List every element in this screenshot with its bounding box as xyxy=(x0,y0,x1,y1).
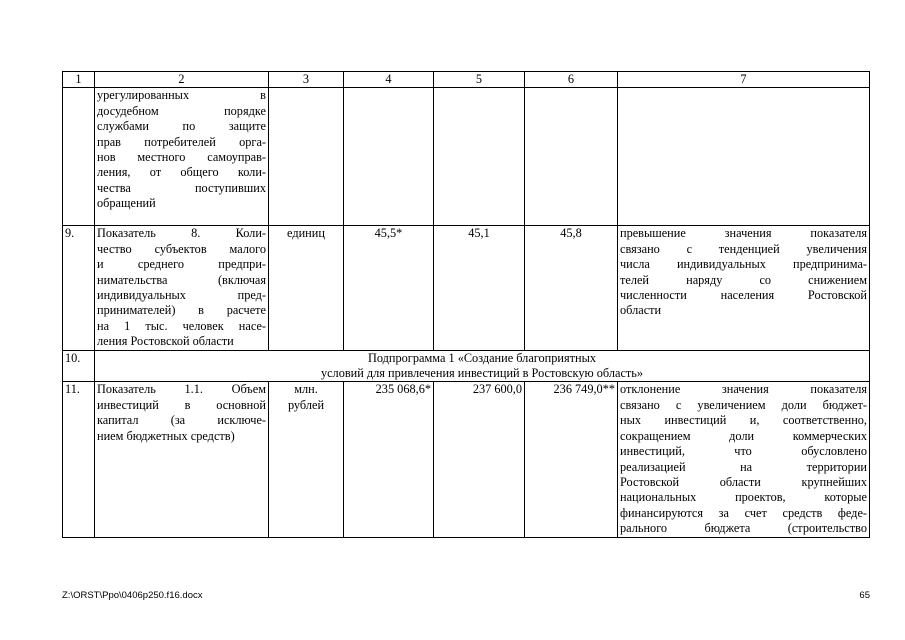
text-line: чества поступивших xyxy=(97,180,266,195)
text-line: области xyxy=(620,303,662,318)
text-line: инвестиций в основной xyxy=(97,397,266,412)
text-line: телей наряду со снижением xyxy=(620,272,867,287)
data-table xyxy=(62,71,870,538)
table-header-row xyxy=(63,72,870,88)
footer-page-number: 65 xyxy=(859,590,870,601)
text-line: отклонение значения показателя xyxy=(620,382,867,397)
header-cell: 5 xyxy=(434,72,525,88)
text-line: Показатель 1.1. Объем xyxy=(97,382,266,397)
unit-line: млн. xyxy=(294,382,318,397)
indicator-name-cell xyxy=(95,382,269,537)
value-fact-cell: 45,8 xyxy=(525,226,618,350)
comment-cell xyxy=(618,226,870,350)
table-row-10 xyxy=(63,350,870,382)
text-line: связано с увеличением доли бюджет- xyxy=(620,397,867,412)
text-line: службами по защите xyxy=(97,119,266,134)
value-plan-cell: 237 600,0 xyxy=(434,382,525,537)
text-line: нимательства (включая xyxy=(97,272,266,287)
header-cell: 1 xyxy=(63,72,95,88)
subprogram-title-cell xyxy=(95,350,870,382)
text-line: обращений xyxy=(97,196,156,211)
text-line: нов местного самоуправ- xyxy=(97,150,266,165)
text-line: финансируются за счет средств феде- xyxy=(620,505,867,520)
table-row-continuation xyxy=(63,88,870,226)
value-plan-cell: 45,1 xyxy=(434,226,525,350)
row-number: 10. xyxy=(63,350,95,382)
footer-file-path: Z:\ORST\Ppo\0406p250.f16.docx xyxy=(62,590,203,601)
comment-cell xyxy=(618,88,870,226)
header-cell: 4 xyxy=(344,72,434,88)
header-cell: 2 xyxy=(95,72,269,88)
value-2019-cell: 45,5* xyxy=(344,226,434,350)
text-line: Показатель 8. Коли- xyxy=(97,226,266,241)
text-line: рального бюджета (строительство xyxy=(620,521,867,536)
text-line: числа индивидуальных предпринима- xyxy=(620,257,867,272)
table-row-9 xyxy=(63,226,870,350)
text-line: индивидуальных пред- xyxy=(97,288,266,303)
text-line: национальных проектов, которые xyxy=(620,490,867,505)
indicator-text xyxy=(97,88,266,211)
title-line: условий для привлечения инвестиций в Ростовскую область» xyxy=(320,366,644,381)
text-line: связано с тенденцией увеличения xyxy=(620,241,867,256)
text-line: урегулированных в xyxy=(97,88,266,103)
indicator-text xyxy=(97,382,266,444)
text-line: на 1 тыс. человек насе- xyxy=(97,318,266,333)
value-cell xyxy=(344,88,434,226)
indicator-text xyxy=(97,226,266,349)
unit-cell: единиц xyxy=(269,226,344,350)
text-line: принимателей) в расчете xyxy=(97,303,266,318)
text-line: нием бюджетных средств) xyxy=(97,428,235,443)
row-number-cell xyxy=(63,88,95,226)
text-line: досудебном порядке xyxy=(97,103,266,118)
unit-cell xyxy=(269,382,344,537)
comment-text xyxy=(620,382,867,536)
text-line: сокращением доли коммерческих xyxy=(620,428,867,443)
table-row-11 xyxy=(63,382,870,537)
row-number: 11. xyxy=(63,382,95,537)
text-line: ления, от общего коли- xyxy=(97,165,266,180)
text-line: Ростовской области крупнейших xyxy=(620,474,867,489)
header-cell: 7 xyxy=(618,72,870,88)
unit-line: рублей xyxy=(287,397,325,412)
text-line: чество субъектов малого xyxy=(97,241,266,256)
row-number: 9. xyxy=(63,226,95,350)
text-line: капитал (за исключе- xyxy=(97,413,266,428)
comment-cell xyxy=(618,382,870,537)
subprogram-title xyxy=(97,351,867,382)
indicator-name-cell xyxy=(95,88,269,226)
header-cell: 3 xyxy=(269,72,344,88)
text-line: ных инвестиций и, соответственно, xyxy=(620,413,867,428)
value-cell xyxy=(525,88,618,226)
header-cell: 6 xyxy=(525,72,618,88)
comment-text xyxy=(620,226,867,318)
text-line: реализацией на территории xyxy=(620,459,867,474)
title-line: Подпрограмма 1 «Создание благоприятных xyxy=(368,350,596,365)
value-cell xyxy=(434,88,525,226)
text-line: и среднего предпри- xyxy=(97,257,266,272)
text-line: превышение значения показателя xyxy=(620,226,867,241)
text-line: ления Ростовской области xyxy=(97,334,234,349)
text-line: численности населения Ростовской xyxy=(620,288,867,303)
value-fact-cell: 236 749,0** xyxy=(525,382,618,537)
text-line: инвестиций, что обусловлено xyxy=(620,444,867,459)
unit-cell xyxy=(269,88,344,226)
text-line: прав потребителей орга- xyxy=(97,134,266,149)
indicator-name-cell xyxy=(95,226,269,350)
value-2019-cell: 235 068,6* xyxy=(344,382,434,537)
